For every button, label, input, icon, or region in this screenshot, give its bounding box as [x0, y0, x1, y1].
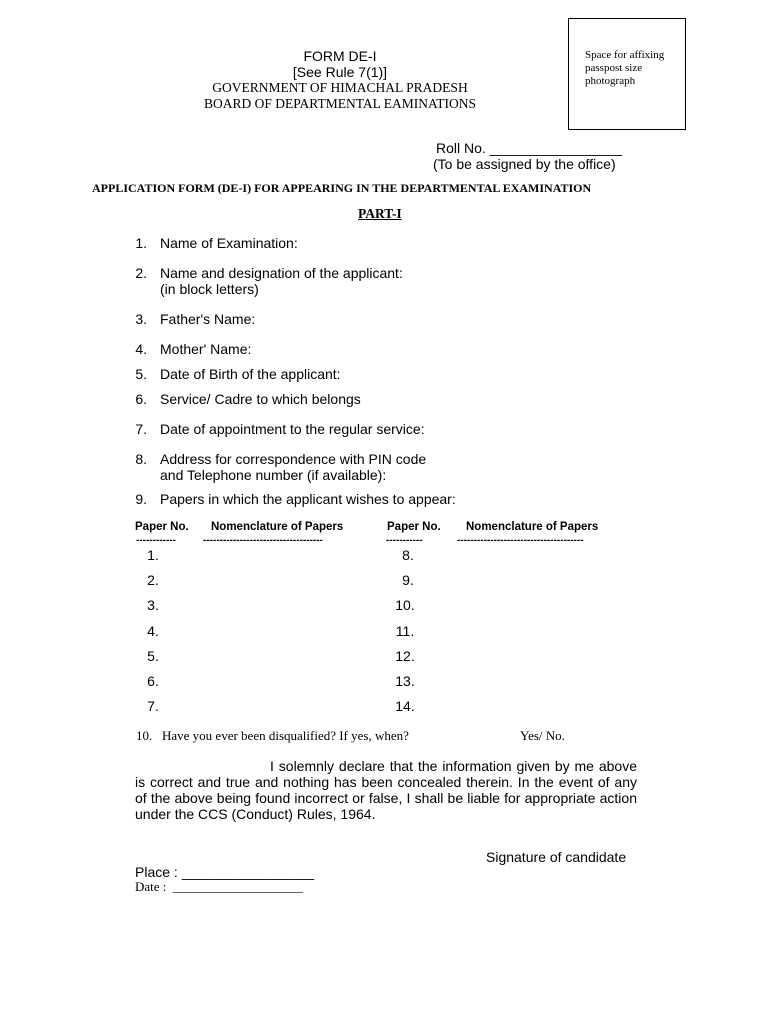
disqualified-answer[interactable]: Yes/ No.: [520, 728, 565, 743]
disqualified-question: 10. Have you ever been disqualified? If yes, when?: [136, 728, 409, 743]
item-number: 3.: [135, 311, 147, 327]
item-number: 5.: [135, 366, 147, 382]
address-field[interactable]: Address for correspondence with PIN code: [160, 451, 427, 467]
item-number: 2.: [135, 265, 147, 281]
header-underline: ------------------------------------: [203, 535, 323, 546]
date-of-birth-field[interactable]: Date of Birth of the applicant:: [160, 366, 341, 382]
papers-intro: Papers in which the applicant wishes to appear:: [160, 491, 456, 507]
paper-slot[interactable]: 9.: [402, 572, 414, 588]
name-of-examination-field[interactable]: Name of Examination:: [160, 235, 298, 251]
paper-slot[interactable]: 5.: [147, 648, 159, 664]
item-number: 8.: [135, 451, 147, 467]
photo-box-text: Space for affixing passpost size photograph: [585, 49, 665, 87]
paper-slot[interactable]: 6.: [147, 673, 159, 689]
applicant-name-field[interactable]: Name and designation of the applicant:: [160, 265, 403, 281]
appointment-date-field[interactable]: Date of appointment to the regular service:: [160, 421, 425, 437]
declaration-paragraph: I solemnly declare that the information given by me above is correct and true and nothing has been concealed therein. In the event of any of the above being found incorrect or false, I shall be liable for appropriate action under the CCS (Conduct) Rules, 1964.: [135, 758, 637, 822]
paper-slot[interactable]: 14.: [395, 698, 415, 714]
board-name: BOARD OF DEPARTMENTAL EAMINATIONS: [204, 96, 476, 111]
roll-number-note: (To be assigned by the office): [433, 156, 616, 172]
mothers-name-field[interactable]: Mother' Name:: [160, 341, 252, 357]
paper-no-header: Paper No.: [135, 521, 189, 533]
paper-slot[interactable]: 2.: [147, 572, 159, 588]
government-name: GOVERNMENT OF HIMACHAL PRADESH: [212, 80, 468, 95]
photo-box: [568, 18, 686, 130]
header-underline: ------------: [136, 535, 176, 546]
item-number: 1.: [135, 235, 147, 251]
fathers-name-field[interactable]: Father's Name:: [160, 311, 256, 327]
item-number: 9.: [135, 491, 147, 507]
paper-no-header: Paper No.: [387, 521, 441, 533]
item-number: 7.: [135, 421, 147, 437]
paper-slot[interactable]: 10.: [395, 597, 415, 613]
form-number: FORM DE-I: [303, 48, 377, 64]
part-heading: PART-I: [358, 206, 402, 221]
item-number: 6.: [135, 391, 147, 407]
paper-slot[interactable]: 8.: [402, 547, 414, 563]
paper-slot[interactable]: 13.: [395, 673, 415, 689]
header-underline: -----------: [386, 535, 423, 546]
roll-number-field[interactable]: Roll No. _________________: [436, 140, 623, 156]
paper-slot[interactable]: 7.: [147, 698, 159, 714]
paper-slot[interactable]: 4.: [147, 623, 159, 639]
paper-slot[interactable]: 12.: [395, 648, 415, 664]
service-cadre-field[interactable]: Service/ Cadre to which belongs: [160, 391, 361, 407]
header-underline: --------------------------------------: [457, 535, 584, 546]
nomenclature-header: Nomenclature of Papers: [466, 521, 599, 533]
signature-field[interactable]: Signature of candidate: [486, 849, 627, 865]
place-field[interactable]: Place : _________________: [135, 864, 315, 880]
paper-slot[interactable]: 11.: [395, 623, 415, 639]
nomenclature-header: Nomenclature of Papers: [211, 521, 344, 533]
rule-reference: [See Rule 7(1)]: [292, 64, 388, 80]
block-letters-note: (in block letters): [160, 281, 259, 297]
form-title: APPLICATION FORM (DE-I) FOR APPEARING IN THE DEPARTMENTAL EXAMINATION: [92, 181, 592, 195]
paper-slot[interactable]: 3.: [147, 597, 159, 613]
item-number: 4.: [135, 341, 147, 357]
date-field[interactable]: Date : ____________________: [135, 879, 303, 894]
telephone-note: and Telephone number (if available):: [160, 467, 387, 483]
paper-slot[interactable]: 1.: [147, 547, 159, 563]
